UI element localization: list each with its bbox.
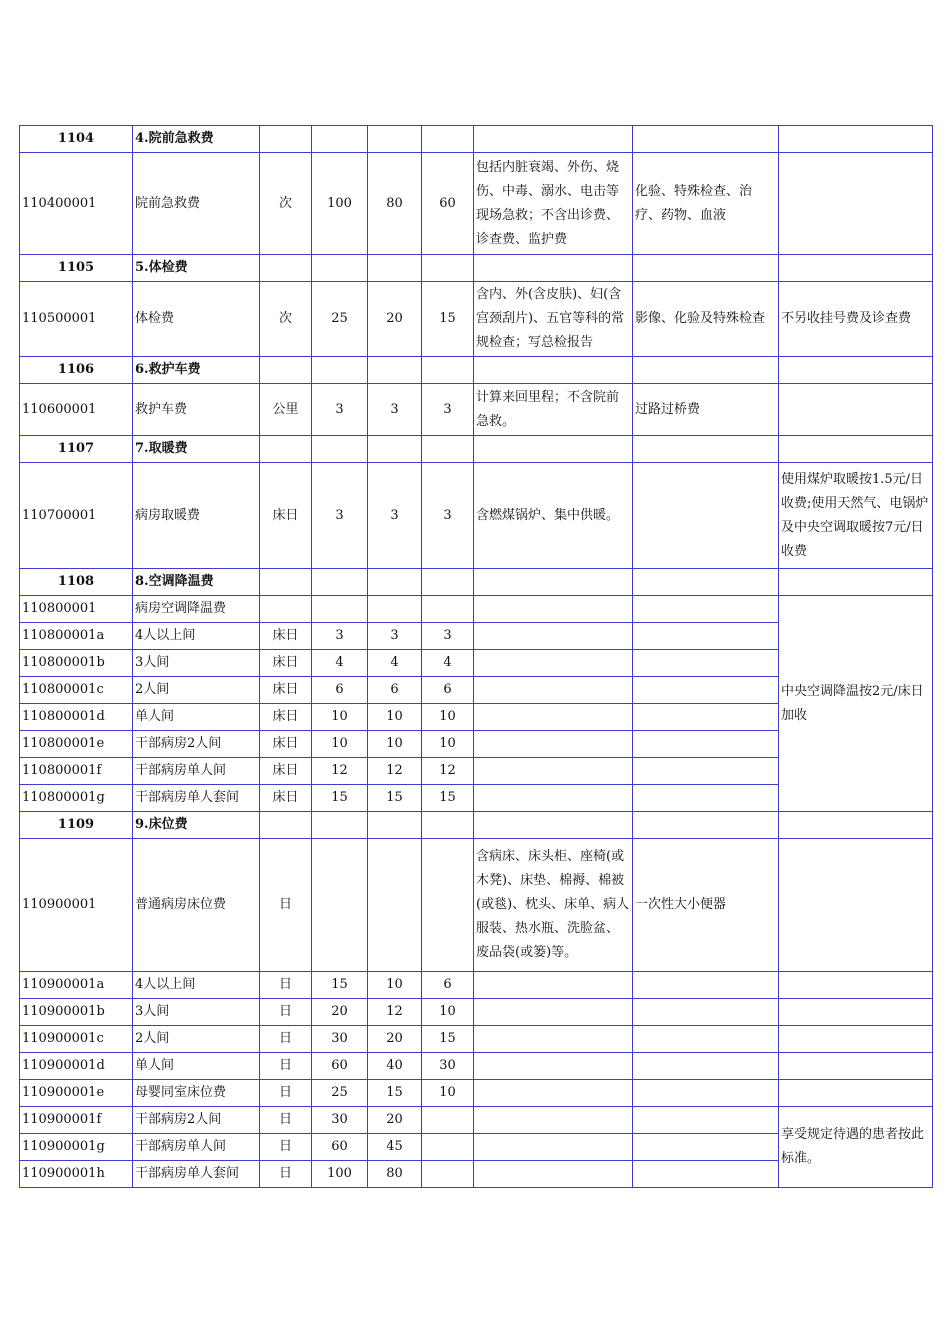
cell-code: 110900001	[20, 839, 133, 972]
cell-p2: 6	[368, 677, 422, 704]
cell-note	[779, 839, 933, 972]
cell-p2: 10	[368, 731, 422, 758]
cell-excl	[633, 731, 779, 758]
cell-p2: 40	[368, 1053, 422, 1080]
cell-unit	[260, 255, 312, 282]
cell-p2: 12	[368, 758, 422, 785]
cell-p3: 60	[422, 153, 474, 255]
cell-code: 1108	[20, 569, 133, 596]
cell-excl	[633, 463, 779, 569]
cell-excl	[633, 357, 779, 384]
cell-name: 4.院前急救费	[133, 126, 260, 153]
cell-p2	[368, 436, 422, 463]
cell-p3: 30	[422, 1053, 474, 1080]
cell-p3: 15	[422, 1026, 474, 1053]
cell-unit: 日	[260, 1107, 312, 1134]
cell-unit: 床日	[260, 677, 312, 704]
cell-p1: 25	[312, 282, 368, 357]
cell-excl	[633, 704, 779, 731]
cell-code: 1107	[20, 436, 133, 463]
cell-code: 110800001a	[20, 623, 133, 650]
cell-code: 110800001c	[20, 677, 133, 704]
cell-unit: 床日	[260, 704, 312, 731]
section-header-row	[20, 126, 933, 153]
cell-excl	[633, 972, 779, 999]
cell-p2	[368, 839, 422, 972]
cell-name: 干部病房2人间	[133, 731, 260, 758]
table-row	[20, 999, 933, 1026]
cell-p2: 10	[368, 972, 422, 999]
cell-unit: 日	[260, 1080, 312, 1107]
cell-p1	[312, 569, 368, 596]
cell-code: 110900001c	[20, 1026, 133, 1053]
cell-note: 不另收挂号费及诊查费	[779, 282, 933, 357]
cell-unit	[260, 436, 312, 463]
cell-content	[474, 569, 633, 596]
cell-note	[779, 972, 933, 999]
cell-p2: 80	[368, 153, 422, 255]
cell-p2: 20	[368, 282, 422, 357]
table-row	[20, 384, 933, 436]
cell-code: 1106	[20, 357, 133, 384]
cell-p3: 4	[422, 650, 474, 677]
cell-unit	[260, 357, 312, 384]
cell-p2: 3	[368, 623, 422, 650]
cell-p1	[312, 596, 368, 623]
cell-p2: 3	[368, 384, 422, 436]
cell-unit: 日	[260, 972, 312, 999]
cell-name: 干部病房2人间	[133, 1107, 260, 1134]
cell-unit	[260, 596, 312, 623]
cell-p1: 15	[312, 785, 368, 812]
cell-code: 110800001e	[20, 731, 133, 758]
cell-p2: 20	[368, 1026, 422, 1053]
cell-content	[474, 677, 633, 704]
cell-p2	[368, 126, 422, 153]
cell-code: 110800001g	[20, 785, 133, 812]
cell-p1: 6	[312, 677, 368, 704]
cell-content	[474, 704, 633, 731]
cell-content	[474, 1134, 633, 1161]
cell-code: 110800001f	[20, 758, 133, 785]
cell-p3: 15	[422, 785, 474, 812]
cell-excl	[633, 596, 779, 623]
cell-name: 普通病房床位费	[133, 839, 260, 972]
cell-p1: 60	[312, 1053, 368, 1080]
cell-name: 3人间	[133, 650, 260, 677]
cell-p1: 3	[312, 623, 368, 650]
cell-name: 干部病房单人间	[133, 758, 260, 785]
cell-p1: 10	[312, 731, 368, 758]
cell-p2: 4	[368, 650, 422, 677]
cell-excl	[633, 812, 779, 839]
cell-p2: 12	[368, 999, 422, 1026]
cell-note	[779, 999, 933, 1026]
cell-name: 病房取暖费	[133, 463, 260, 569]
cell-p1: 60	[312, 1134, 368, 1161]
cell-content: 计算来回里程；不含院前急救。	[474, 384, 633, 436]
cell-code: 110700001	[20, 463, 133, 569]
cell-p1: 3	[312, 463, 368, 569]
cell-code: 110800001	[20, 596, 133, 623]
cell-code: 110900001b	[20, 999, 133, 1026]
cell-name: 6.救护车费	[133, 357, 260, 384]
merged-note-cadre-bed: 享受规定待遇的患者按此标准。	[779, 1107, 933, 1188]
cell-code: 110900001g	[20, 1134, 133, 1161]
cell-p3: 10	[422, 704, 474, 731]
cell-content	[474, 436, 633, 463]
cell-code: 1105	[20, 255, 133, 282]
cell-p2	[368, 255, 422, 282]
cell-p1	[312, 357, 368, 384]
section-header-row	[20, 569, 933, 596]
cell-p1: 100	[312, 153, 368, 255]
cell-content	[474, 972, 633, 999]
cell-unit: 日	[260, 839, 312, 972]
cell-content: 含燃煤锅炉、集中供暖。	[474, 463, 633, 569]
cell-p1	[312, 436, 368, 463]
cell-note: 使用煤炉取暖按1.5元/日收费;使用天然气、电锅炉及中央空调取暖按7元/日收费	[779, 463, 933, 569]
cell-p2: 45	[368, 1134, 422, 1161]
cell-unit: 日	[260, 1134, 312, 1161]
cell-content	[474, 650, 633, 677]
cell-p3	[422, 812, 474, 839]
cell-name: 2人间	[133, 677, 260, 704]
cell-p2: 80	[368, 1161, 422, 1188]
cell-excl	[633, 758, 779, 785]
cell-excl: 一次性大小便器	[633, 839, 779, 972]
table-row	[20, 1107, 933, 1134]
cell-excl	[633, 1026, 779, 1053]
cell-p1: 30	[312, 1026, 368, 1053]
cell-p2: 15	[368, 785, 422, 812]
cell-unit: 日	[260, 1053, 312, 1080]
cell-p1: 15	[312, 972, 368, 999]
cell-excl	[633, 255, 779, 282]
cell-p1	[312, 812, 368, 839]
cell-name: 救护车费	[133, 384, 260, 436]
cell-name: 单人间	[133, 704, 260, 731]
cell-code: 110500001	[20, 282, 133, 357]
cell-p3: 6	[422, 677, 474, 704]
cell-unit: 床日	[260, 758, 312, 785]
cell-unit: 床日	[260, 650, 312, 677]
cell-name: 干部病房单人套间	[133, 1161, 260, 1188]
cell-p1: 25	[312, 1080, 368, 1107]
cell-name: 4人以上间	[133, 623, 260, 650]
cell-content: 含内、外(含皮肤)、妇(含宫颈刮片)、五官等科的常规检查；写总检报告	[474, 282, 633, 357]
cell-note	[779, 357, 933, 384]
cell-p3	[422, 1107, 474, 1134]
cell-unit	[260, 812, 312, 839]
table-row	[20, 153, 933, 255]
cell-p3	[422, 569, 474, 596]
cell-p3: 3	[422, 463, 474, 569]
cell-excl	[633, 650, 779, 677]
cell-p3	[422, 357, 474, 384]
cell-excl	[633, 436, 779, 463]
cell-p2	[368, 357, 422, 384]
cell-content	[474, 758, 633, 785]
section-header-row	[20, 357, 933, 384]
cell-name: 7.取暖费	[133, 436, 260, 463]
cell-p1	[312, 126, 368, 153]
cell-p3: 15	[422, 282, 474, 357]
cell-p1: 10	[312, 704, 368, 731]
cell-name: 2人间	[133, 1026, 260, 1053]
cell-unit	[260, 126, 312, 153]
cell-code: 1109	[20, 812, 133, 839]
merged-note-aircon: 中央空调降温按2元/床日加收	[779, 596, 933, 812]
cell-unit: 次	[260, 153, 312, 255]
fee-table-body	[20, 126, 933, 1188]
cell-p2	[368, 596, 422, 623]
cell-code: 110400001	[20, 153, 133, 255]
cell-name: 4人以上间	[133, 972, 260, 999]
cell-content	[474, 731, 633, 758]
cell-excl	[633, 1080, 779, 1107]
cell-p2: 20	[368, 1107, 422, 1134]
cell-content	[474, 1080, 633, 1107]
cell-code: 110900001f	[20, 1107, 133, 1134]
cell-code: 110900001a	[20, 972, 133, 999]
cell-content	[474, 785, 633, 812]
cell-p3: 3	[422, 623, 474, 650]
table-row	[20, 463, 933, 569]
table-row	[20, 1026, 933, 1053]
cell-unit: 床日	[260, 463, 312, 569]
cell-p3	[422, 1161, 474, 1188]
cell-content	[474, 812, 633, 839]
cell-name: 5.体检费	[133, 255, 260, 282]
cell-p1: 100	[312, 1161, 368, 1188]
table-row	[20, 1080, 933, 1107]
cell-excl	[633, 785, 779, 812]
cell-p1	[312, 255, 368, 282]
cell-name: 院前急救费	[133, 153, 260, 255]
cell-p3	[422, 839, 474, 972]
cell-note	[779, 384, 933, 436]
cell-code: 110900001d	[20, 1053, 133, 1080]
cell-content	[474, 623, 633, 650]
cell-content	[474, 1161, 633, 1188]
cell-content	[474, 596, 633, 623]
cell-unit: 日	[260, 1026, 312, 1053]
cell-p1: 12	[312, 758, 368, 785]
cell-p3	[422, 596, 474, 623]
cell-excl	[633, 677, 779, 704]
cell-excl: 影像、化验及特殊检查	[633, 282, 779, 357]
cell-name: 病房空调降温费	[133, 596, 260, 623]
cell-note	[779, 153, 933, 255]
cell-unit: 日	[260, 999, 312, 1026]
cell-note	[779, 436, 933, 463]
cell-p3: 12	[422, 758, 474, 785]
cell-code: 110900001h	[20, 1161, 133, 1188]
cell-excl	[633, 569, 779, 596]
cell-name: 3人间	[133, 999, 260, 1026]
cell-content	[474, 126, 633, 153]
cell-code: 110600001	[20, 384, 133, 436]
cell-p3: 3	[422, 384, 474, 436]
section-header-row	[20, 812, 933, 839]
cell-excl: 过路过桥费	[633, 384, 779, 436]
cell-content	[474, 1107, 633, 1134]
cell-unit: 床日	[260, 623, 312, 650]
cell-p3: 10	[422, 1080, 474, 1107]
cell-p2	[368, 569, 422, 596]
cell-p1: 20	[312, 999, 368, 1026]
cell-content	[474, 255, 633, 282]
table-row	[20, 1053, 933, 1080]
cell-p2	[368, 812, 422, 839]
cell-name: 干部病房单人套间	[133, 785, 260, 812]
cell-p3	[422, 436, 474, 463]
cell-name: 9.床位费	[133, 812, 260, 839]
table-row	[20, 972, 933, 999]
cell-p3	[422, 1134, 474, 1161]
cell-name: 母婴同室床位费	[133, 1080, 260, 1107]
table-row	[20, 282, 933, 357]
cell-p2: 10	[368, 704, 422, 731]
fee-table	[19, 125, 933, 1188]
cell-unit: 公里	[260, 384, 312, 436]
cell-p3: 10	[422, 731, 474, 758]
cell-p2: 15	[368, 1080, 422, 1107]
cell-excl	[633, 126, 779, 153]
cell-unit	[260, 569, 312, 596]
cell-code: 110800001d	[20, 704, 133, 731]
cell-p2: 3	[368, 463, 422, 569]
cell-content	[474, 1053, 633, 1080]
cell-unit: 日	[260, 1161, 312, 1188]
cell-excl	[633, 623, 779, 650]
cell-code: 1104	[20, 126, 133, 153]
cell-name: 体检费	[133, 282, 260, 357]
table-row	[20, 839, 933, 972]
cell-p3: 6	[422, 972, 474, 999]
cell-excl	[633, 1107, 779, 1134]
cell-unit: 床日	[260, 785, 312, 812]
cell-content	[474, 1026, 633, 1053]
cell-name: 8.空调降温费	[133, 569, 260, 596]
section-header-row	[20, 255, 933, 282]
cell-unit: 床日	[260, 731, 312, 758]
cell-p3: 10	[422, 999, 474, 1026]
cell-content	[474, 999, 633, 1026]
cell-p1: 4	[312, 650, 368, 677]
cell-note	[779, 812, 933, 839]
cell-content: 含病床、床头柜、座椅(或木凳)、床垫、棉褥、棉被(或毯)、枕头、床单、病人服装、热水瓶、洗脸盆、废品袋(或篓)等。	[474, 839, 633, 972]
cell-note	[779, 569, 933, 596]
cell-p1: 3	[312, 384, 368, 436]
cell-name: 单人间	[133, 1053, 260, 1080]
cell-code: 110900001e	[20, 1080, 133, 1107]
cell-excl	[633, 1053, 779, 1080]
cell-unit: 次	[260, 282, 312, 357]
cell-note	[779, 1053, 933, 1080]
table-row	[20, 596, 933, 623]
cell-note	[779, 255, 933, 282]
cell-p3	[422, 255, 474, 282]
cell-p1: 30	[312, 1107, 368, 1134]
cell-code: 110800001b	[20, 650, 133, 677]
cell-p1	[312, 839, 368, 972]
section-header-row	[20, 436, 933, 463]
cell-excl	[633, 999, 779, 1026]
cell-excl	[633, 1161, 779, 1188]
cell-p3	[422, 126, 474, 153]
cell-content: 包括内脏衰竭、外伤、烧伤、中毒、溺水、电击等现场急救；不含出诊费、诊查费、监护费	[474, 153, 633, 255]
cell-content	[474, 357, 633, 384]
cell-excl: 化验、特殊检查、治疗、药物、血液	[633, 153, 779, 255]
cell-note	[779, 126, 933, 153]
cell-note	[779, 1080, 933, 1107]
cell-note	[779, 1026, 933, 1053]
cell-name: 干部病房单人间	[133, 1134, 260, 1161]
cell-excl	[633, 1134, 779, 1161]
